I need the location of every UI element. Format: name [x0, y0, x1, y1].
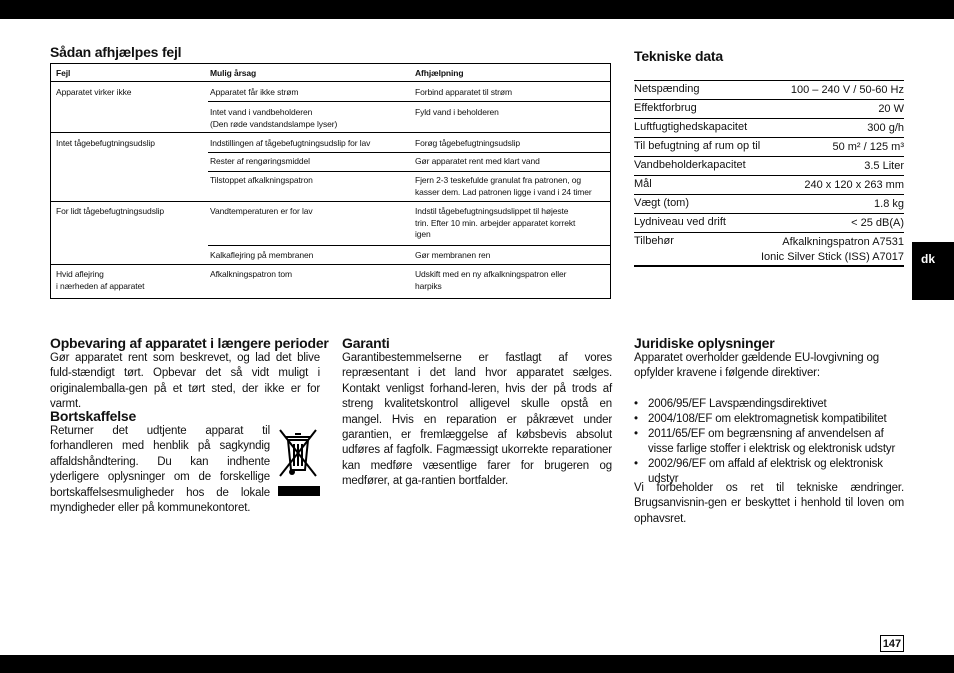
spec-label: Effektforbrug	[634, 102, 697, 114]
header-fault: Fejl	[56, 68, 71, 78]
fix-cell: Gør membranen ren	[415, 250, 491, 260]
list-item: • 2004/108/EF om elektromagnetisk kompatibilitet	[634, 412, 904, 427]
cause-cell: Indstillingen af tågebefugtningsudslip for lav	[210, 138, 371, 148]
spec-row	[634, 99, 904, 119]
spec-row	[634, 232, 904, 266]
fix-cell: Indstil tågebefugtningsudslippet til højeste trin. Efter 10 min. arbejder apparatet korrekt igen	[415, 206, 576, 239]
fault-cell: For lidt tågebefugtningsudslip	[56, 206, 165, 216]
cause-cell: Vandtemperaturen er for lav	[210, 206, 313, 216]
spec-row	[634, 137, 904, 157]
page-number: 147	[880, 635, 904, 652]
fix-cell: Udskift med en ny afkalkningspatron eller harpiks	[415, 269, 567, 291]
spec-value: 50 m² / 125 m³	[832, 141, 904, 153]
fix-cell: Forøg tågebefugtningsudslip	[415, 138, 521, 148]
spec-value: 240 x 120 x 263 mm	[804, 179, 904, 191]
legal-footer: Vi forbeholder os ret til tekniske ændringer. Brugsanvisnin-gen er beskyttet i henhold til loven om ophavsret.	[634, 482, 904, 525]
spec-label: Luftfugtighedskapacitet	[634, 121, 748, 133]
spec-value: 20 W	[878, 103, 904, 115]
warranty-title: Garanti	[342, 335, 390, 351]
spec-label: Vægt (tom)	[634, 197, 690, 209]
troubleshoot-title: Sådan afhjælpes fejl	[50, 44, 182, 60]
legal-title: Juridiske oplysninger	[634, 335, 775, 351]
spec-bottom-rule	[634, 265, 904, 267]
storage-text: Gør apparatet rent som beskrevet, og lad det blive fuld-stændigt tørt. Opbevar det så vidt muligt i originalemballa-gen på et tørt sted, der ikke er for varmt.	[50, 352, 320, 411]
header-fix: Afhjælpning	[415, 68, 464, 78]
cause-cell: Apparatet får ikke strøm	[210, 87, 299, 97]
fault-cell: Apparatet virker ikke	[56, 87, 132, 97]
directive-list	[634, 397, 904, 487]
spec-value: 3.5 Liter	[864, 160, 904, 172]
spec-row	[634, 194, 904, 214]
spec-row	[634, 118, 904, 138]
spec-row	[634, 175, 904, 195]
fix-cell: Forbind apparatet til strøm	[415, 87, 512, 97]
spec-label: Til befugtning af rum op til	[634, 140, 761, 152]
cause-cell: Afkalkningspatron tom	[210, 269, 292, 279]
spec-value: < 25 dB(A)	[851, 217, 904, 229]
spec-row	[634, 156, 904, 176]
spec-label: Lydniveau ved drift	[634, 216, 726, 228]
header-cause: Mulig årsag	[210, 68, 257, 78]
warranty-text: Garantibestemmelserne er fastlagt af vores repræsentant i det land hvor apparatet sælges. Kontakt venligst forhand-leren, hvis der på trods af streng kvalitetskontrol alligevel skulle opstå en mangel. Hvis en reparation er påkrævet under garantien, er fremlæggelse af købsbevis absolut udføres af fagfolk. Fagmæssigt ukorrekte reparationer kan medføre væsentlige farer for brugeren og medfører, at ga-rantien bortfalder.	[342, 352, 612, 488]
spec-row	[634, 213, 904, 233]
troubleshoot-table	[50, 63, 611, 299]
spec-row	[634, 80, 904, 100]
fix-cell: Gør apparatet rent med klart vand	[415, 156, 540, 166]
list-item: • 2011/65/EF om begrænsning af anvendelsen af visse farlige stoffer i elektrisk og elektronisk udstyr	[634, 427, 904, 457]
fault-cell: Hvid aflejring i nærheden af apparatet	[56, 269, 145, 291]
spec-label: Tilbehør	[634, 235, 674, 247]
disposal-title: Bortskaffelse	[50, 408, 137, 424]
cause-cell: Kalkaflejring på membranen	[210, 250, 314, 260]
disposal-text: Returner det udtjente apparat til forhandleren med henblik på sagkyndig affaldshåndtering. Du kan indhente yderligere oplysninger om de forskellige bortskaffelsesmuligheder hos de lokale myndigheder eller på kommunekontoret.	[50, 425, 270, 515]
fix-cell: Fyld vand i beholderen	[415, 107, 499, 117]
top-band	[0, 0, 954, 19]
spec-value: 100 – 240 V / 50-60 Hz	[790, 84, 904, 96]
spec-label: Netspænding	[634, 83, 700, 95]
spec-value: Afkalkningspatron A7531 Ionic Silver Stick (ISS) A7017	[760, 236, 904, 263]
crossed-out-wheelie-bin-icon	[276, 426, 320, 496]
list-item: • 2006/95/EF Lavspændingsdirektivet	[634, 397, 904, 412]
fault-cell: Intet tågebefugtningsudslip	[56, 138, 155, 148]
spec-value: 300 g/h	[867, 122, 904, 134]
legal-intro: Apparatet overholder gældende EU-lovgivning og opfylder kravene i følgende direktiver:	[634, 352, 879, 380]
storage-title: Opbevaring af apparatet i længere perioder	[50, 335, 329, 351]
list-item: • 2002/96/EF om affald af elektrisk og elektronisk udstyr	[634, 457, 904, 487]
spec-label: Vandbeholderkapacitet	[634, 159, 746, 171]
bottom-band	[0, 655, 954, 673]
cause-cell: Intet vand i vandbeholderen (Den røde vandstandslampe lyser)	[210, 107, 338, 129]
specs-title: Tekniske data	[634, 48, 723, 64]
spec-value: 1.8 kg	[874, 198, 904, 210]
cause-cell: Tilstoppet afkalkningspatron	[210, 175, 313, 185]
spec-label: Mål	[634, 178, 652, 190]
language-tab: dk	[912, 242, 954, 300]
cause-cell: Rester af rengøringsmiddel	[210, 156, 310, 166]
fix-cell: Fjern 2-3 teskefulde granulat fra patronen, og kasser dem. Lad patronen ligge i vand i 24 timer	[415, 175, 592, 197]
